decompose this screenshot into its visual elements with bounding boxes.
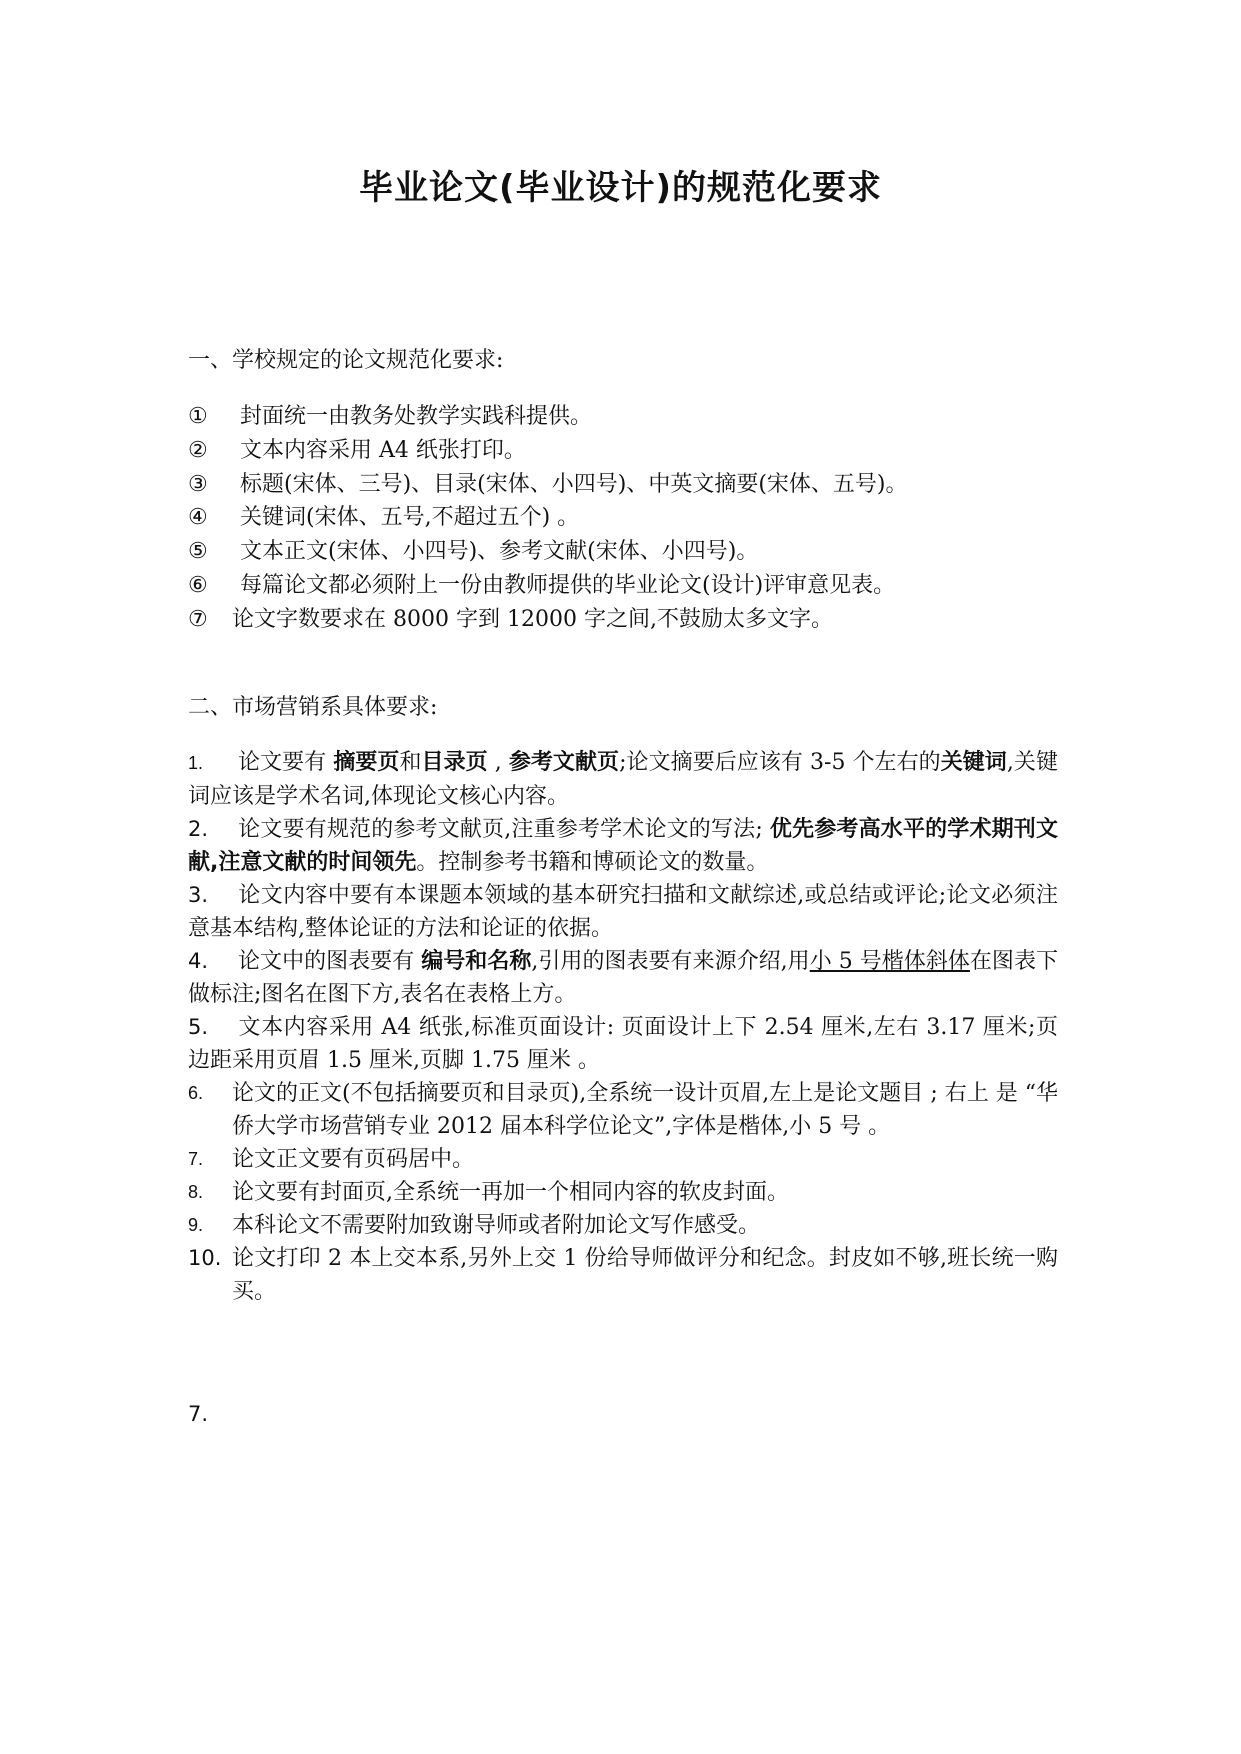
- list-item: [188, 1077, 1058, 1143]
- department-requirements-list: [188, 746, 1058, 1308]
- list-item-text: 文本内容采用 A4 纸张打印。: [240, 437, 526, 463]
- list-number: 1.: [188, 753, 204, 773]
- list-item: [188, 879, 1058, 945]
- list-marker: ⑥: [188, 572, 208, 598]
- item-text: ,引用的图表要有来源介绍,用: [531, 949, 810, 974]
- list-marker: ②: [188, 437, 208, 463]
- item-text: 论文要有: [238, 750, 334, 775]
- bold-text: 目录页: [421, 750, 488, 775]
- list-item-text: 关键词(宋体、五号,不超过五个) 。: [240, 505, 580, 531]
- list-item: [188, 535, 1068, 569]
- bold-text: 参考文献页: [508, 750, 620, 775]
- item-text: 文本内容采用 A4 纸张,标准页面设计: 页面设计上下 2.54 厘米,左右 3.17 厘米;页边距采用页眉 1.5 厘米,页脚 1.75 厘米 。: [188, 1015, 1058, 1073]
- list-marker: ⑦: [188, 606, 208, 632]
- item-text: 论文正文要有页码居中。: [232, 1147, 475, 1172]
- list-number: 10.: [188, 1246, 222, 1270]
- item-text: 论文内容中要有本课题本领域的基本研究扫描和文献综述,或总结或评论;论文必须注意基本结构,整体论证的方法和论证的依据。: [188, 883, 1058, 941]
- list-item: [188, 603, 1068, 637]
- list-number: 3.: [188, 883, 209, 907]
- item-text: 本科论文不需要附加致谢导师或者附加论文写作感受。: [232, 1213, 761, 1238]
- underlined-text: 小 5 号楷体斜体: [809, 949, 970, 974]
- bold-text: 编号和名称: [421, 949, 532, 974]
- list-item: [188, 468, 1068, 502]
- list-item: [188, 746, 1058, 813]
- list-item: [188, 400, 1068, 434]
- list-number: 9.: [188, 1215, 204, 1235]
- item-text: ;论文摘要后应该有 3-5 个左右的: [619, 750, 941, 775]
- list-number: 7.: [188, 1149, 204, 1169]
- list-item: [188, 1242, 1058, 1308]
- list-item: [188, 434, 1068, 468]
- trailing-number: 7.: [188, 1402, 209, 1426]
- item-text: 在图表下做标注;图名在图下方,表名在表格上方。: [188, 949, 1058, 1007]
- list-item-text: 每篇论文都必须附上一份由教师提供的毕业论文(设计)评审意见表。: [240, 572, 896, 598]
- page-title: 毕业论文(毕业设计)的规范化要求: [358, 168, 883, 208]
- list-number: 8.: [188, 1182, 204, 1202]
- list-number: 6.: [188, 1083, 204, 1103]
- item-text: 论文打印 2 本上交本系,另外上交 1 份给导师做评分和纪念。封皮如不够,班长统一购买。: [232, 1246, 1058, 1304]
- list-item-text: 文本正文(宋体、小四号)、参考文献(宋体、小四号)。: [240, 539, 759, 565]
- bold-text: 摘要页: [333, 750, 400, 775]
- bold-text: 关键词: [940, 750, 1007, 775]
- bold-text: 优先参考高水平的学术期刊文献,注意文献的时间领先: [188, 817, 1058, 875]
- list-marker: ①: [188, 404, 208, 429]
- list-item-text: 封面统一由教务处教学实践科提供。: [240, 404, 593, 429]
- item-text: 论文中的图表要有: [238, 949, 422, 974]
- list-marker: ③: [188, 471, 208, 497]
- item-text: 和: [399, 750, 422, 775]
- item-text: 论文的正文(不包括摘要页和目录页),全系统一设计页眉,左上是论文题目 ; 右上 是 “华侨大学市场营销专业 2012 届本科学位论文”,字体是楷体,小 5 号 。: [232, 1081, 1058, 1139]
- item-text: 。控制参考书籍和博硕论文的数量。: [416, 850, 769, 875]
- list-item-text: 论文字数要求在 8000 字到 12000 字之间,不鼓励太多文字。: [232, 606, 833, 632]
- item-text: 论文要有规范的参考文献页,注重参考学术论文的写法;: [238, 817, 770, 842]
- list-item: [188, 501, 1068, 535]
- list-number: 4.: [188, 949, 209, 973]
- list-item: [188, 1143, 1058, 1176]
- list-item: [188, 945, 1058, 1011]
- list-marker: ⑤: [188, 539, 208, 565]
- school-requirements-list: [188, 400, 1068, 637]
- list-item: [188, 1011, 1058, 1077]
- list-number: 5.: [188, 1015, 209, 1039]
- section1-heading: 一、学校规定的论文规范化要求:: [188, 348, 504, 373]
- section2-heading: 二、市场营销系具体要求:: [188, 695, 438, 720]
- list-number: 2.: [188, 817, 209, 841]
- item-text: ,关键词应该是学术名词,体现论文核心内容。: [188, 750, 1058, 809]
- list-item: [188, 569, 1068, 603]
- list-item-text: 标题(宋体、三号)、目录(宋体、小四号)、中英文摘要(宋体、五号)。: [240, 471, 908, 497]
- item-text: 论文要有封面页,全系统一再加一个相同内容的软皮封面。: [232, 1180, 789, 1205]
- list-item: [188, 813, 1058, 879]
- list-marker: ④: [188, 505, 208, 531]
- list-item: [188, 1209, 1058, 1242]
- item-text: ,: [487, 750, 509, 775]
- list-item: [188, 1176, 1058, 1209]
